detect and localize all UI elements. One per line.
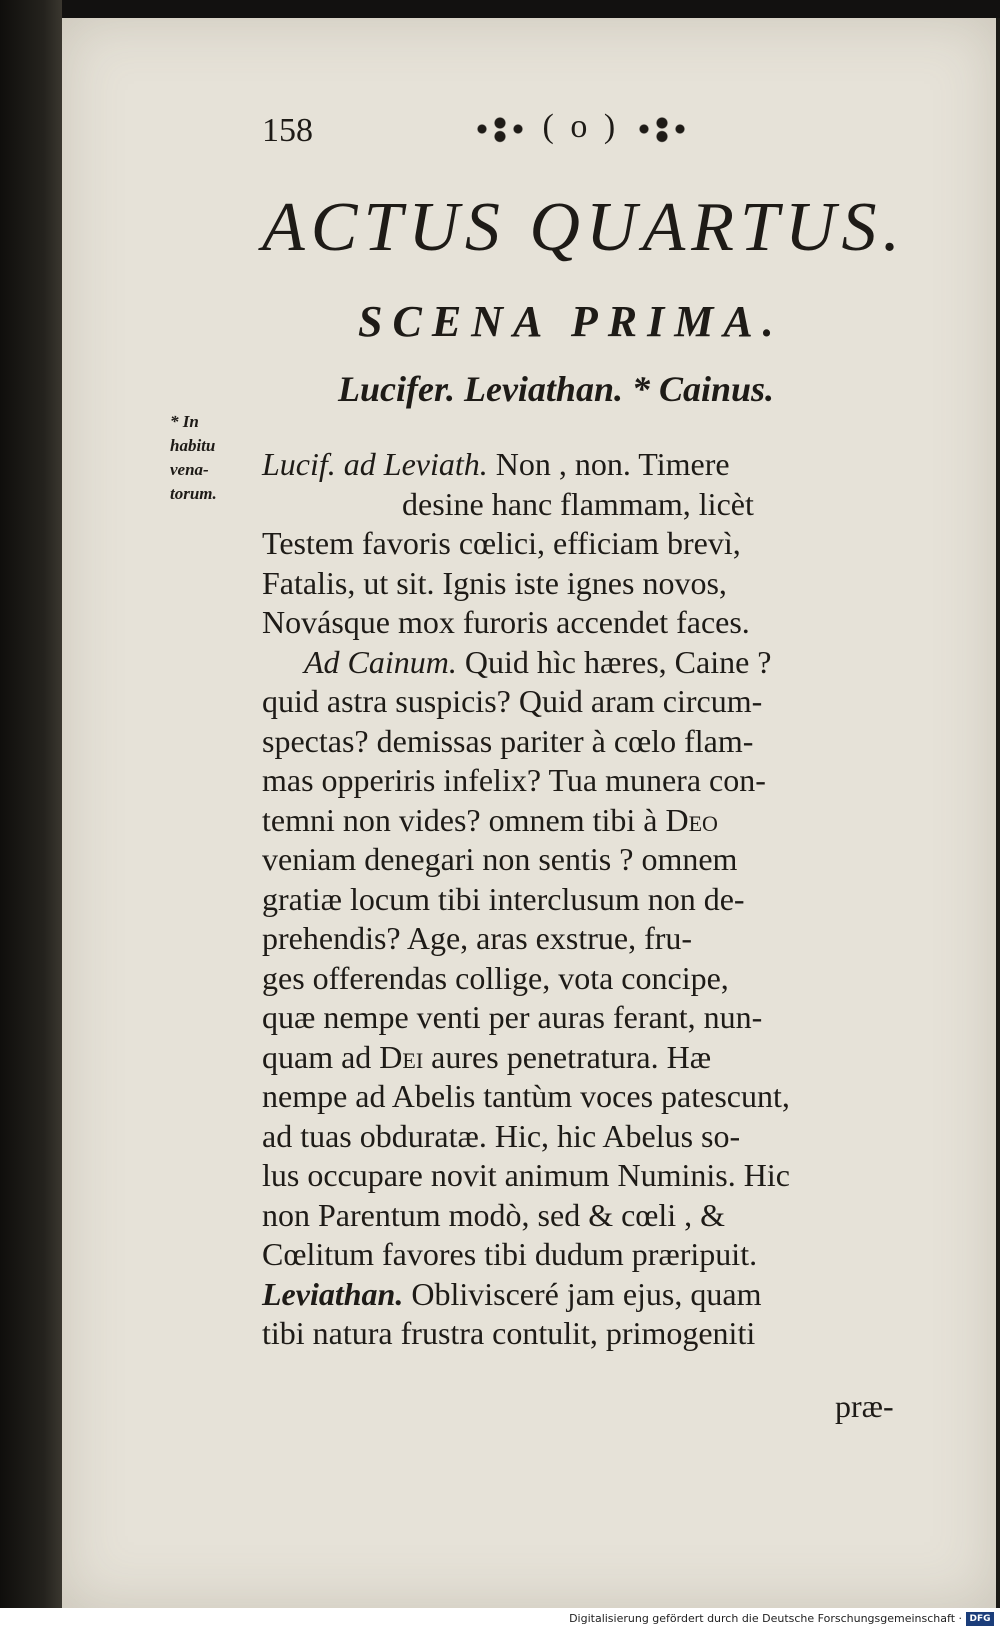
text-line: Fatalis, ut sit. Ignis iste ignes novos, <box>262 564 727 601</box>
header-ornament <box>470 108 692 146</box>
text-line <box>262 1275 942 1315</box>
dramatis-personae: Lucifer. Leviathan. * Cainus. <box>338 369 775 409</box>
text-span: Non , non. Timere <box>487 446 730 482</box>
text-line: lus occupare novit animum Numinis. Hic <box>262 1157 790 1193</box>
scene-title: SCENA PRIMA. <box>358 297 784 346</box>
text-span: Quid hìc hæres, Caine ? <box>456 643 772 680</box>
text-line <box>262 801 942 841</box>
text-line: Cœlitum favores tibi dudum præripuit. <box>262 1236 758 1272</box>
margin-note-line: habitu <box>170 436 216 455</box>
text-line: Testem favoris cœlici, efficiam brevì, <box>262 525 741 561</box>
text-line: quid astra suspicis? Quid aram circum- <box>262 683 763 719</box>
speaker-label: Lucif. ad Leviath. <box>262 446 488 482</box>
text-line: prehendis? Age, aras exstrue, fru- <box>262 920 693 956</box>
text-line: ges offerendas collige, vota concipe, <box>262 959 729 996</box>
text-line: Novásque mox furoris accendet faces. <box>262 604 750 640</box>
speaker-label: Leviathan. <box>262 1275 404 1312</box>
page-number: 158 <box>262 112 313 149</box>
text-line: mas opperiris infelix? Tua munera con- <box>262 762 766 798</box>
text-line: veniam denegari non sentis ? omnem <box>262 841 738 877</box>
text-line: tibi natura frustra contulit, primogeniti <box>262 1315 756 1351</box>
text-span: temni non vides? omnem tibi à <box>262 801 666 838</box>
top-shadow <box>62 0 1000 18</box>
text-line: spectas? demissas pariter à cœlo flam- <box>262 722 754 759</box>
dfg-logo-icon: DFG <box>966 1612 994 1626</box>
margin-note-line: vena- <box>170 460 209 479</box>
text-line: desine hanc flammam, licèt <box>402 485 754 522</box>
text-span: Dei <box>379 1038 424 1075</box>
book-spine-shadow <box>0 0 62 1632</box>
text-line: nempe ad Abelis tantùm voces patescunt, <box>262 1078 790 1114</box>
text-line: quæ nempe venti per auras ferant, nun- <box>262 999 763 1035</box>
margin-note-line: torum. <box>170 484 217 503</box>
text-line: non Parentum modò, sed & cœli , & <box>262 1196 726 1233</box>
body-text <box>262 445 942 1354</box>
margin-note <box>170 410 250 506</box>
act-title: ACTUS QUARTUS. <box>262 189 907 266</box>
ornament-right-icon <box>632 114 692 144</box>
catchword: præ- <box>835 1388 894 1424</box>
speaker-label: Ad Cainum. <box>304 643 457 680</box>
text-line <box>262 1038 942 1078</box>
ornament-center: ( o ) <box>542 108 620 145</box>
text-span: Oblivisceré jam ejus, quam <box>403 1275 762 1312</box>
text-line <box>262 445 942 485</box>
footer-bar <box>0 1608 1000 1632</box>
text-line <box>262 643 942 683</box>
ornament-left-icon <box>470 114 530 144</box>
text-line: gratiæ locum tibi interclusum non de- <box>262 880 745 917</box>
text-span: aures penetratura. Hæ <box>423 1038 712 1075</box>
text-span: Deo <box>665 801 718 838</box>
margin-note-line: * In <box>170 412 199 431</box>
text-span: quam ad <box>262 1038 380 1075</box>
footer-credit: Digitalisierung gefördert durch die Deutsche Forschungsgemeinschaft · <box>569 1612 962 1625</box>
text-line: ad tuas obduratæ. Hic, hic Abelus so- <box>262 1117 741 1154</box>
